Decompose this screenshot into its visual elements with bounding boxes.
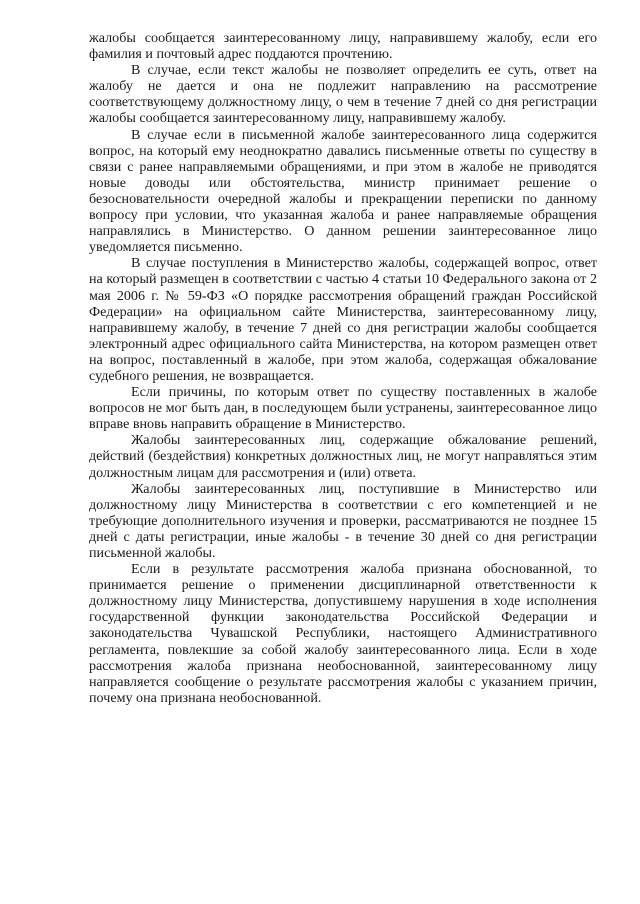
paragraph-answer-on-website: В случае поступления в Министерство жалобы, содержащей вопрос, ответ на который размещен в соответствии с частью 4 статьи 10 Федерального закона от 2 мая 2006 г. № 59-ФЗ «О порядке рассмотрения обращений граждан Российской Федерации» на официальном сайте Министерства, заинтересованному лицу, направившему жалобу, в течение 7 дней со дня регистрации жалобы сообщается электронный адрес официального сайта Министерства, на котором размещен ответ на вопрос, поставленный в жалобе, при этом жалоба, содержащая обжалование судебного решения, не возвращается. bbox=[89, 255, 597, 384]
paragraph-appeal-officials: Жалобы заинтересованных лиц, содержащие обжалование решений, действий (бездействия) конкретных должностных лиц, не могут направляться этим должностным лицам для рассмотрения и (или) ответа. bbox=[89, 432, 597, 481]
paragraph-continuation: жалобы сообщается заинтересованному лицу, направившему жалобу, если его фамилия и почтовый адрес поддаются прочтению. bbox=[89, 30, 597, 63]
paragraph-reasons-eliminated: Если причины, по которым ответ по существу поставленных в жалобе вопросов не мог быть дан, в последующем были устранены, заинтересованное лицо вправе вновь направить обращение в Министерство. bbox=[89, 384, 597, 433]
paragraph-repeated-complaint: В случае если в письменной жалобе заинтересованного лица содержится вопрос, на который ему неоднократно давались письменные ответы по существу в связи с ранее направляемыми обращениями, и при этом в жалобе не приводятся новые доводы или обстоятельства, министр принимает решение о безосновательности очередной жалобы и прекращении переписки по данному вопросу при условии, что указанная жалоба и ранее направляемые обращения направлялись в Министерство. О данном решении заинтересованное лицо уведомляется письменно. bbox=[89, 126, 597, 256]
document-body bbox=[89, 30, 597, 706]
paragraph-review-result: Если в результате рассмотрения жалоба признана обоснованной, то принимается решение о применении дисциплинарной ответственности к должностному лицу Министерства, допустившему нарушения в ходе исполнения государственной функции законодательства Российской Федерации и законодательства Чувашской Республики, настоящего Административного регламента, повлекшие за собой жалобу заинтересованного лица. Если в ходе рассмотрения жалоба признана необоснованной, заинтересованному лицу направляется сообщение о результате рассмотрения жалобы с указанием причин, почему она признана необоснованной. bbox=[89, 561, 597, 706]
paragraph-unclear-complaint: В случае, если текст жалобы не позволяет определить ее суть, ответ на жалобу не дается и она не подлежит направлению на рассмотрение соответствующему должностному лицу, о чем в течение 7 дней со дня регистрации жалобы сообщается заинтересованному лицу, направившему жалобу. bbox=[89, 62, 597, 127]
paragraph-review-deadlines: Жалобы заинтересованных лиц, поступившие в Министерство или должностному лицу Министерства в соответствии с его компетенцией и не требующие дополнительного изучения и проверки, рассматриваются не позднее 15 дней с даты регистрации, иные жалобы - в течение 30 дней со дня регистрации письменной жалобы. bbox=[89, 480, 597, 561]
